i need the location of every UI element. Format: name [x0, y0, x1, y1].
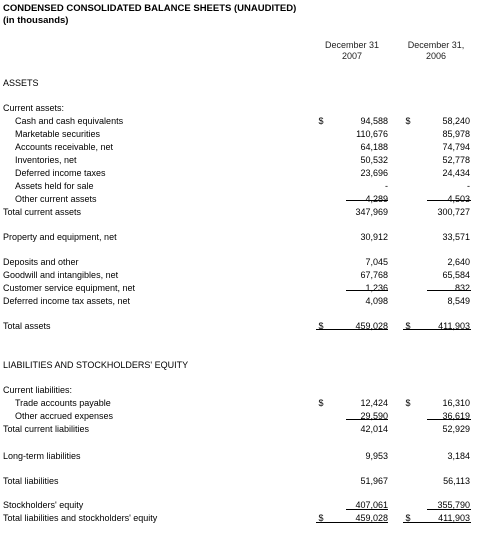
value-2006: 52,929 [442, 424, 470, 434]
value-2006: 36,619 [442, 411, 470, 421]
value-2006: 8,549 [447, 296, 470, 306]
table-row [0, 115, 480, 127]
table-row [0, 410, 480, 422]
row-label: Deferred income taxes [15, 168, 106, 178]
value-2006: 24,434 [442, 168, 470, 178]
value-2006: 411,903 [438, 513, 470, 523]
table-row [0, 128, 480, 140]
row-label: Total liabilities [3, 476, 59, 486]
currency-symbol-2006: $ [405, 398, 411, 408]
row-label: Property and equipment, net [3, 232, 117, 242]
row-label: Inventories, net [15, 155, 77, 165]
table-row [0, 167, 480, 179]
value-2007: - [385, 181, 388, 191]
rule-accrued-expenses-2007 [346, 419, 388, 420]
row-label: Deferred income tax assets, net [3, 296, 131, 306]
currency-symbol-2007: $ [318, 321, 324, 331]
table-row [0, 423, 480, 435]
currency-symbol-2007: $ [318, 116, 324, 126]
table-row [0, 384, 480, 396]
value-2007: 12,424 [360, 398, 388, 408]
row-label: Cash and cash equivalents [15, 116, 124, 126]
table-row [0, 359, 480, 371]
table-row [0, 269, 480, 281]
table-row [0, 282, 480, 294]
value-2007: 407,061 [355, 500, 388, 510]
document-subtitle: (in thousands) [3, 15, 69, 26]
table-row [0, 141, 480, 153]
value-2006: 4,503 [447, 194, 470, 204]
value-2007: 29,590 [360, 411, 388, 421]
table-row [0, 206, 480, 218]
row-label: Long-term liabilities [3, 451, 81, 461]
value-2007: 4,289 [365, 194, 388, 204]
table-row [0, 154, 480, 166]
table-row [0, 450, 480, 462]
table-row [0, 102, 480, 114]
row-label: Goodwill and intangibles, net [3, 270, 119, 280]
table-row [0, 256, 480, 268]
row-label: LIABILITIES AND STOCKHOLDERS' EQUITY [3, 360, 189, 370]
value-2006: 58,240 [442, 116, 470, 126]
value-2006: 33,571 [442, 232, 470, 242]
row-label: Stockholders' equity [3, 500, 84, 510]
rule-total-assets-2006 [403, 329, 471, 330]
value-2007: 23,696 [360, 168, 388, 178]
rule-total-assets-2007 [316, 329, 388, 330]
column-header-2006: December 31, 2006 [407, 40, 465, 61]
document-title: CONDENSED CONSOLIDATED BALANCE SHEETS (UNAUDITED) [3, 3, 297, 14]
currency-symbol-2007: $ [318, 398, 324, 408]
value-2006: 2,640 [447, 257, 470, 267]
row-label: Trade accounts payable [15, 398, 111, 408]
value-2007: 67,768 [360, 270, 388, 280]
table-row [0, 193, 480, 205]
rule-other-current-assets-2007 [346, 200, 388, 201]
table-row [0, 475, 480, 487]
rule-total-liabilities-equity-2006 [403, 522, 471, 523]
value-2007: 42,014 [360, 424, 388, 434]
value-2007: 4,098 [365, 296, 388, 306]
table-row [0, 77, 480, 89]
value-2007: 64,188 [360, 142, 388, 152]
value-2007: 94,588 [360, 116, 388, 126]
value-2006: 300,727 [437, 207, 470, 217]
row-label: Assets held for sale [15, 181, 94, 191]
value-2007: 50,532 [360, 155, 388, 165]
table-row [0, 499, 480, 511]
table-row [0, 295, 480, 307]
row-label: Other accrued expenses [15, 411, 114, 421]
rule-deferred-tax-2007 [346, 290, 388, 291]
row-label: Deposits and other [3, 257, 79, 267]
value-2006: 3,184 [447, 451, 470, 461]
table-row [0, 231, 480, 243]
row-label: Marketable securities [15, 129, 101, 139]
currency-symbol-2006: $ [405, 116, 411, 126]
rule-stockholders-equity-2006 [427, 509, 471, 510]
value-2007: 30,912 [360, 232, 388, 242]
value-2006: 832 [454, 283, 470, 293]
value-2007: 1,236 [365, 283, 388, 293]
currency-symbol-2006: $ [405, 513, 411, 523]
row-label: Total current assets [3, 207, 82, 217]
value-2007: 110,676 [356, 129, 388, 139]
rule-other-current-assets-2006 [427, 200, 471, 201]
value-2006: 65,584 [442, 270, 470, 280]
value-2006: 355,790 [437, 500, 470, 510]
value-2006: 411,903 [438, 321, 470, 331]
rule-total-liabilities-equity-2007 [316, 522, 388, 523]
row-label: Other current assets [15, 194, 97, 204]
row-label: Total assets [3, 321, 51, 331]
currency-symbol-2007: $ [318, 513, 324, 523]
value-2007: 9,953 [365, 451, 388, 461]
row-label: Total liabilities and stockholders' equity [3, 513, 158, 523]
row-label: Current assets: [3, 103, 65, 113]
table-row [0, 180, 480, 192]
rule-deferred-tax-2006 [427, 290, 471, 291]
value-2007: 347,969 [355, 207, 388, 217]
value-2007: 51,967 [360, 476, 388, 486]
value-2006: 16,310 [442, 398, 470, 408]
row-label: ASSETS [3, 78, 39, 88]
rule-stockholders-equity-2007 [346, 509, 388, 510]
currency-symbol-2006: $ [405, 321, 411, 331]
row-label: Total current liabilities [3, 424, 90, 434]
row-label: Current liabilities: [3, 385, 73, 395]
value-2006: 85,978 [442, 129, 470, 139]
table-row [0, 397, 480, 409]
value-2006: 52,778 [442, 155, 470, 165]
value-2007: 7,045 [365, 257, 388, 267]
column-header-2007: December 31 2007 [324, 40, 380, 61]
value-2006: 56,113 [443, 476, 470, 486]
row-label: Customer service equipment, net [3, 283, 136, 293]
value-2007: 459,028 [355, 513, 388, 523]
table-row [0, 320, 480, 332]
value-2006: - [467, 181, 470, 191]
value-2006: 74,794 [442, 142, 470, 152]
row-label: Accounts receivable, net [15, 142, 114, 152]
value-2007: 459,028 [355, 321, 388, 331]
rule-accrued-expenses-2006 [427, 419, 471, 420]
